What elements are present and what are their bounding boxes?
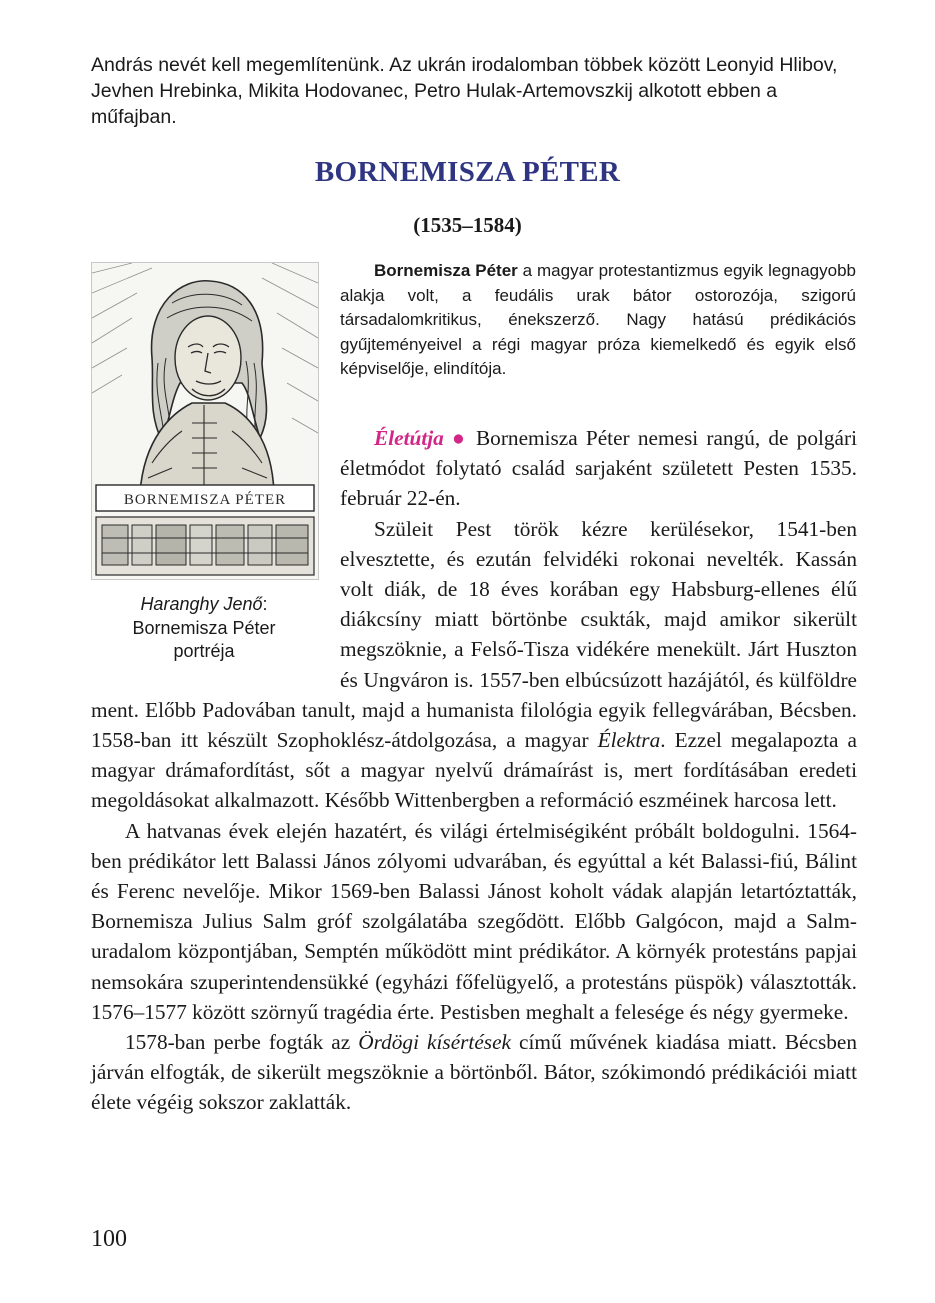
paragraph-3: A hatvanas évek elején hazatért, és világi értelmiségiként próbált boldogulni. 1564-ben prédikátor lett Balassi János zólyomi udvarában, és egyúttal a két Balassi-fiú, Bálint és Ferenc nevelője. Mikor 1569-ben Balassi Jánost koholt vádak alapján letartóztatták, Bornemisza Julius Salm gróf szolgálatába szegődött. Előbb Galgócon, majd a Salm-uradalom központjában, Semptén működött mint prédikátor. A környék protestáns papjai nemsokára szuperintendensükké (egyházi főfelügyelő, a protestáns püspök) választották. 1576–1577 között szörnyű tragédia érte. Pestisben meghalt a felesége és négy gyermeke. — [91, 818, 857, 1024]
caption-line3: portréja — [173, 641, 235, 661]
paragraph-2-text-b: . Ezzel megalapozta a magyar drámafordítást, sőt a magyar nyelvű drámaírást is, mert fordításában eredeti megoldásokat alkalmazott. Később Wittenbergben a reformáció eszméinek harcosa lett. — [91, 728, 857, 813]
paragraph-4 — [91, 1027, 857, 1118]
intro-paragraph: András nevét kell megemlítenünk. Az ukrán irodalomban többek között Leonyid Hlibov, Jevhen Hrebinka, Mikita Hodovanec, Petro Hulak-Artemovszkij alkotott ebben a műfajban. — [91, 54, 838, 128]
paragraph-4-text-a: 1578-ban perbe fogták az — [125, 1030, 359, 1055]
caption-author: Haranghy Jenő — [140, 594, 263, 614]
caption-line2: Bornemisza Péter — [132, 617, 276, 638]
paragraph-4-text-b: című művének kiadása miatt. Bécsben járván elfogták, de sikerült megszöknie a börtönből. Bátor, szókimondó prédikációi miatt élete végéig sokszor zaklatták. — [91, 1030, 857, 1115]
section-label: Életútja — [374, 426, 444, 450]
image-wrap-spacer — [91, 423, 340, 685]
bullet-icon: ● — [443, 426, 476, 450]
summary-paragraph — [340, 259, 856, 382]
work-title: Ördögi kísértések — [358, 1030, 511, 1055]
summary-name: Bornemisza Péter — [374, 261, 518, 280]
paragraph-2-text-a: Szüleit Pest török kézre kerülésekor, 1541-ben elvesztette, és ezután felvidéki rokonai nevelték. Kassán volt diák, de 18 éves korában egy Habsburg-ellenes élű diákcsíny miatt börtönbe csukták, majd amikor sikerült megszöknie, a Felső-Tisza vidékére menekült. Járt Huszton és Ungváron is. 1557-ben elbúcsúzott hazájától, és külföldre ment. Előbb Padovában tanult, majd a humanista filológia egyik fellegvárában, Bécsben. 1558-ban itt készült Szophoklész-átdolgozása, a magyar — [91, 516, 857, 753]
paragraph-1-text: Bornemisza Péter nemesi rangú, de polgári életmódot folytató család sarjaként született Pesten 1535. február 22-én. — [340, 426, 857, 511]
summary-text: a magyar protestantizmus egyik legnagyobb alakja volt, a feudális urak bátor ostorozója, szigorú társadalomkritikus, énekszerző. Nagy hatású prédikációs gyűjteményeivel a régi magyar próza kiemelkedő és egyik első képviselője, elindítója. — [340, 261, 856, 378]
life-years: (1535–1584) — [413, 213, 522, 237]
elektra-title: Élektra — [597, 728, 661, 753]
portrait-inscription: BORNEMISZA PÉTER — [123, 492, 287, 508]
page-title: BORNEMISZA PÉTER — [314, 156, 621, 188]
body-text — [91, 423, 857, 1118]
page-number: 100 — [91, 1226, 127, 1252]
caption-colon: : — [262, 594, 268, 614]
